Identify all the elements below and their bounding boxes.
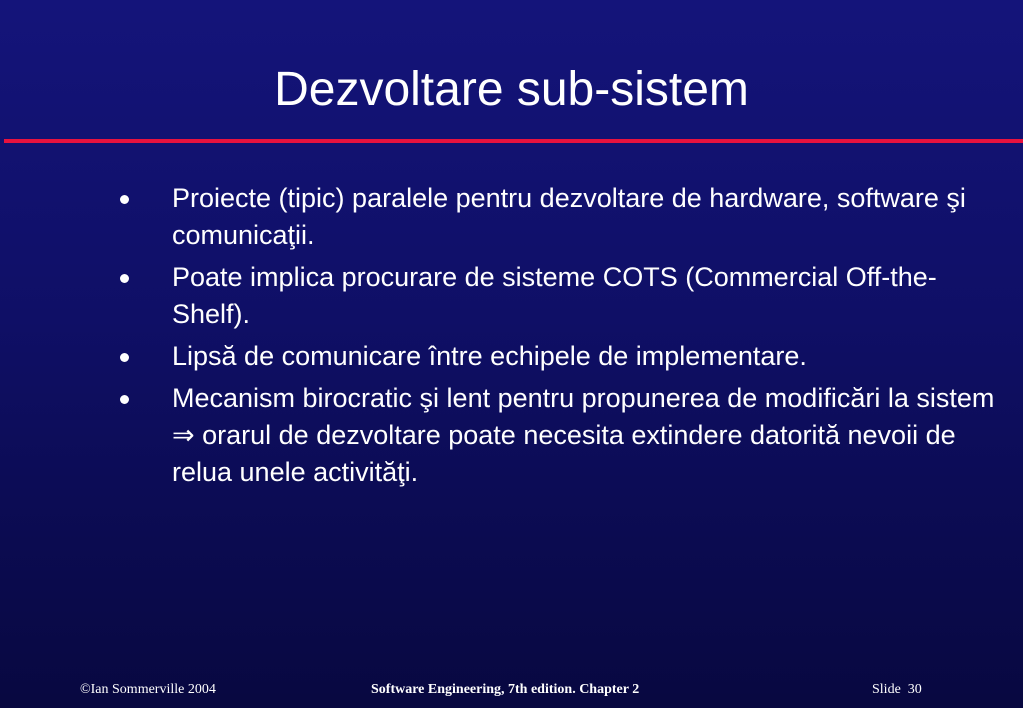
footer-book-title: Software Engineering, 7th edition. Chapter 2 — [371, 682, 640, 697]
title-divider — [4, 139, 1023, 143]
bullet-dot-icon — [120, 195, 129, 204]
bullet-text: Mecanism birocratic şi lent pentru propunerea de modificări la sistem ⇒ orarul de dezvoltare poate necesita extindere datorită nevoii de relua unele activităţi. — [172, 383, 995, 487]
bullet-list — [120, 180, 1000, 496]
bullet-dot-icon — [120, 353, 129, 362]
bullet-item — [120, 380, 1000, 491]
bullet-dot-icon — [120, 274, 129, 283]
bullet-item — [120, 180, 1000, 254]
bullet-text: Lipsă de comunicare între echipele de implementare. — [172, 341, 807, 371]
bullet-item — [120, 259, 1000, 333]
bullet-text: Poate implica procurare de sisteme COTS (Commercial Off-the-Shelf). — [172, 262, 937, 329]
footer-copyright: ©Ian Sommerville 2004 — [80, 682, 216, 697]
bullet-item — [120, 338, 1000, 375]
bullet-text: Proiecte (tipic) paralele pentru dezvoltare de hardware, software şi comunicaţii. — [172, 183, 966, 250]
footer-slide-number: Slide 30 — [872, 682, 922, 697]
bullet-dot-icon — [120, 395, 129, 404]
slide-title: Dezvoltare sub-sistem — [274, 63, 749, 116]
